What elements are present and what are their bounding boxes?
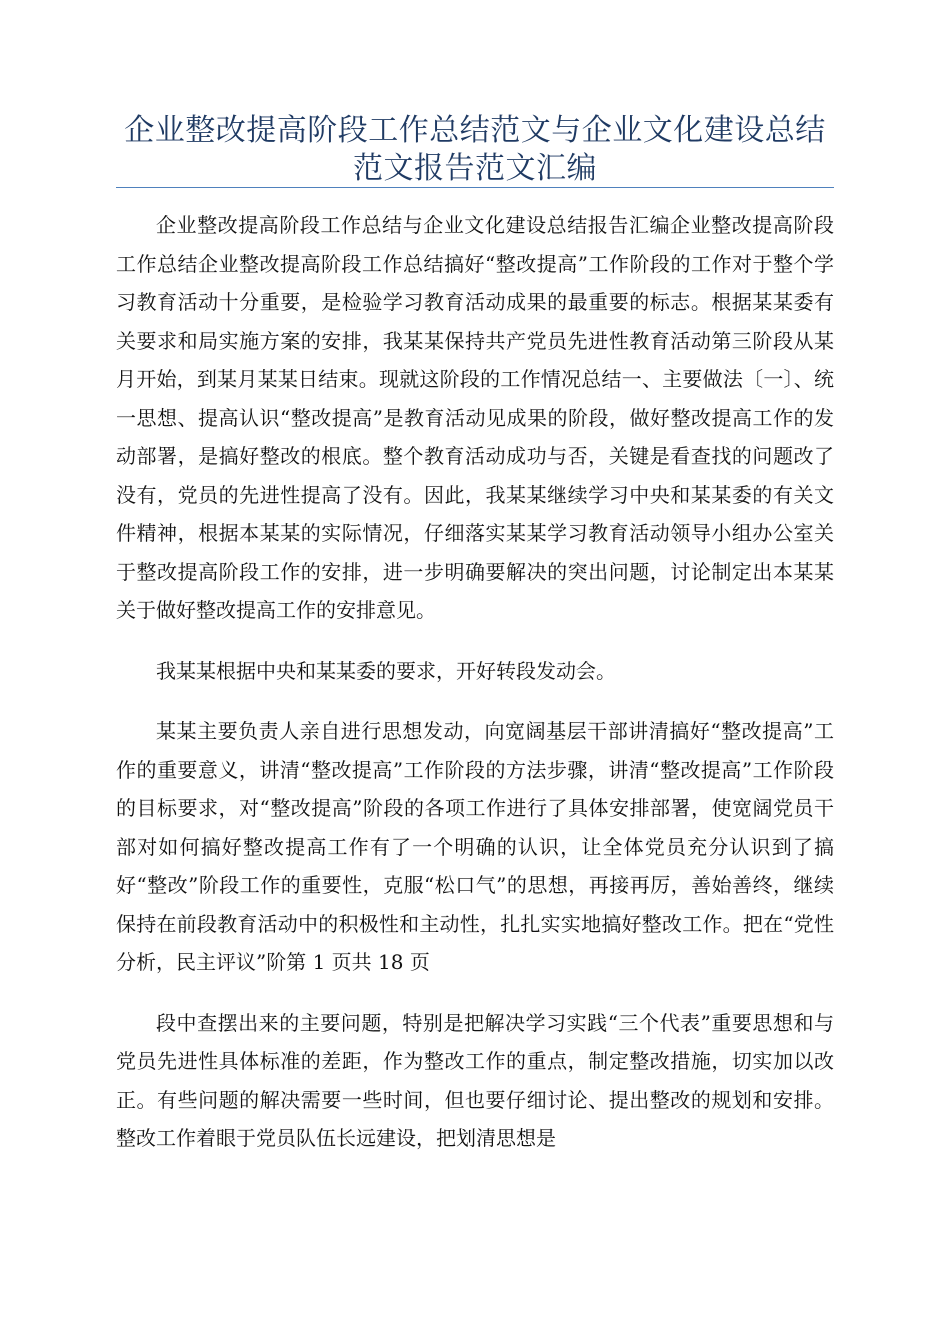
document-title: 企业整改提高阶段工作总结范文与企业文化建设总结范文报告范文汇编	[124, 113, 826, 186]
title-block	[116, 112, 834, 188]
paragraph-2: 我某某根据中央和某某委的要求，开好转段发动会。	[156, 658, 616, 683]
document-body	[116, 206, 834, 1180]
title-divider	[116, 187, 834, 188]
paragraph-4: 段中查摆出来的主要问题，特别是把解决学习实践“三个代表”重要思想和与党员先进性具体标准的差距，作为整改工作的重点，制定整改措施，切实加以改正。有些问题的解决需要一些时间，但也要仔细讨论、提出整改的规划和安排。整改工作着眼于党员队伍长远建设，把划清思想是	[116, 1010, 834, 1150]
paragraph-3: 某某主要负责人亲自进行思想发动，向宽阔基层干部讲清搞好“整改提高”工作的重要意义，讲清“整改提高”工作阶段的方法步骤，讲清“整改提高”工作阶段的目标要求，对“整改提高”阶段的各项工作进行了具体安排部署，使宽阔党员干部对如何搞好整改提高工作有了一个明确的认识，让全体党员充分认识到了搞好“整改”阶段工作的重要性，克服“松口气”的思想，再接再厉，善始善终，继续保持在前段教育活动中的积极性和主动性，扎扎实实地搞好整改工作。把在“党性分析，民主评议”阶第 1 页共 18 页	[116, 719, 834, 974]
paragraph-1: 企业整改提高阶段工作总结与企业文化建设总结报告汇编企业整改提高阶段工作总结企业整改提高阶段工作总结搞好“整改提高”工作阶段的工作对于整个学习教育活动十分重要，是检验学习教育活动成果的最重要的标志。根据某某委有关要求和局实施方案的安排，我某某保持共产党员先进性教育活动第三阶段从某月开始，到某月某某日结束。现就这阶段的工作情况总结一、主要做法〔一〕、统一思想、提高认识“整改提高”是教育活动见成果的阶段，做好整改提高工作的发动部署，是搞好整改的根底。整个教育活动成功与否，关键是看查找的问题改了没有，党员的先进性提高了没有。因此，我某某继续学习中央和某某委的有关文件精神，根据本某某的实际情况，仔细落实某某学习教育活动领导小组办公室关于整改提高阶段工作的安排，进一步明确要解决的突出问题，讨论制定出本某某关于做好整改提高工作的安排意见。	[116, 213, 834, 622]
